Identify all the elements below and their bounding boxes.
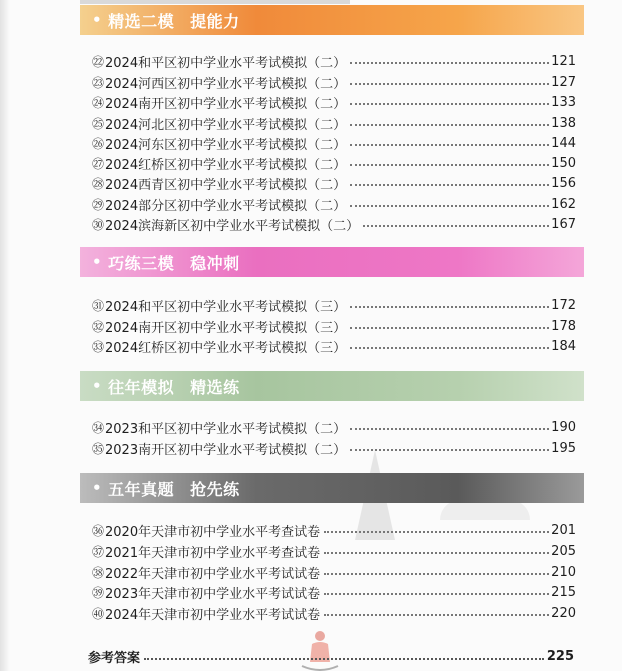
entry-title: 2024红桥区初中学业水平考试模拟（三） [105,340,347,356]
entry-title: 2024西青区初中学业水平考试模拟（二） [105,177,347,193]
dot-leader [350,449,549,451]
entry-title: 2023南开区初中学业水平考试模拟（二） [105,442,347,458]
entry-title: 2024滨海新区初中学业水平考试模拟（二） [105,218,360,234]
entry-number: ㊳ [92,565,105,580]
entry-number: ㊱ [92,523,105,538]
entry-number: ㉕ [92,116,105,131]
dot-leader [350,184,549,186]
entry-number: ㉘ [92,176,105,191]
dot-leader [350,83,549,85]
bullet-icon: • [92,377,103,395]
entry-title: 2024和平区初中学业水平考试模拟（二） [105,55,347,71]
section-subtitle: 提能力 [190,11,240,31]
toc-entry[interactable] [92,603,576,623]
entry-page: 144 [551,135,576,151]
entry-number: ㉞ [92,420,105,435]
entry-page: 167 [551,216,576,232]
entry-page: 195 [551,440,576,456]
toc-entry[interactable] [92,541,576,561]
section-subtitle: 抢先练 [190,479,240,499]
section-title: 往年模拟 [108,377,175,397]
toc-entry[interactable] [92,173,576,193]
entry-page: 220 [551,605,576,621]
toc-entry[interactable] [92,51,576,71]
bullet-icon: • [92,11,103,29]
dot-leader [324,573,549,575]
dot-leader [350,164,549,166]
entry-number: ㉙ [92,197,105,212]
entry-page: 210 [551,564,576,580]
toc-entry[interactable] [92,417,576,437]
entry-page: 172 [551,297,576,313]
entry-number: ㉒ [92,54,105,69]
toc-entry[interactable] [92,214,576,234]
entry-number: ㉓ [92,75,105,90]
entry-number: ㉔ [92,95,105,110]
entry-title: 2024年天津市初中学业水平考试试卷 [105,607,321,623]
dot-leader [350,103,549,105]
toc-entry[interactable] [92,562,576,582]
section-subtitle: 稳冲刺 [190,253,240,273]
dot-leader [350,327,549,329]
toc-entry[interactable] [92,438,576,458]
section-banner-4 [80,473,584,503]
section-title: 巧练三模 [108,253,175,273]
dot-leader [324,552,549,554]
entry-number: ㉚ [92,217,105,232]
entry-title: 2024河北区初中学业水平考试模拟（二） [105,117,347,133]
entry-page: 215 [551,584,576,600]
entry-number: ㉝ [92,339,105,354]
answers-entry[interactable] [88,645,574,667]
entry-title: 2024河西区初中学业水平考试模拟（二） [105,76,347,92]
dot-leader [350,306,549,308]
toc-entry[interactable] [92,72,576,92]
entry-title: 2024部分区初中学业水平考试模拟（二） [105,198,347,214]
entry-title: 2024和平区初中学业水平考试模拟（三） [105,299,347,315]
bullet-icon: • [92,479,103,497]
entry-title: 2024南开区初中学业水平考试模拟（三） [105,320,347,336]
entry-page: 121 [551,53,576,69]
section-banner-3 [80,371,584,401]
toc-entry[interactable] [92,520,576,540]
entry-page: 205 [551,543,576,559]
entry-page: 133 [551,94,576,110]
entry-number: ㉜ [92,319,105,334]
answers-page: 225 [546,648,574,664]
entry-page: 190 [551,419,576,435]
entry-title: 2021年天津市初中学业水平考查试卷 [105,545,321,561]
entry-page: 138 [551,115,576,131]
scan-edge-shadow [0,0,10,671]
toc-entry[interactable] [92,582,576,602]
entry-title: 2023和平区初中学业水平考试模拟（二） [105,421,347,437]
entry-page: 127 [551,74,576,90]
section-title: 精选二模 [108,11,175,31]
answers-title: 参考答案 [88,650,141,666]
entry-number: ㊲ [92,544,105,559]
entry-title: 2024红桥区初中学业水平考试模拟（二） [105,157,347,173]
toc-entry[interactable] [92,133,576,153]
entry-title: 2024河东区初中学业水平考试模拟（二） [105,137,347,153]
dot-leader [350,347,549,349]
dot-leader [350,144,549,146]
section-title: 五年真题 [108,479,175,499]
dot-leader [350,428,549,430]
entry-page: 162 [551,196,576,212]
entry-number: ㉟ [92,441,105,456]
entry-page: 184 [551,338,576,354]
entry-title: 2023年天津市初中学业水平考试试卷 [105,586,321,602]
dot-leader [324,593,549,595]
toc-entry[interactable] [92,92,576,112]
dot-leader [324,614,549,616]
dot-leader [350,124,549,126]
dot-leader [363,225,549,227]
toc-entry[interactable] [92,295,576,315]
toc-entry[interactable] [92,153,576,173]
dot-leader [324,531,549,533]
dot-leader [144,658,544,660]
entry-title: 2020年天津市初中学业水平考查试卷 [105,524,321,540]
entry-page: 156 [551,175,576,191]
entry-page: 201 [551,522,576,538]
toc-entry[interactable] [92,336,576,356]
entry-number: ㊴ [92,585,105,600]
entry-title: 2024南开区初中学业水平考试模拟（二） [105,96,347,112]
entry-number: ㊵ [92,606,105,621]
section-banner-2 [80,247,584,277]
entry-title: 2022年天津市初中学业水平考试试卷 [105,566,321,582]
toc-entry[interactable] [92,113,576,133]
toc-entry[interactable] [92,316,576,336]
top-cut-strip [80,0,350,4]
dot-leader [350,62,549,64]
toc-entry[interactable] [92,194,576,214]
entry-page: 178 [551,318,576,334]
bullet-icon: • [92,253,103,271]
hill-illustration [440,500,530,520]
entry-number: ㉛ [92,298,105,313]
section-subtitle: 精选练 [190,377,240,397]
entry-page: 150 [551,155,576,171]
dot-leader [350,205,549,207]
entry-number: ㉗ [92,156,105,171]
section-banner-1 [80,5,584,35]
entry-number: ㉖ [92,136,105,151]
